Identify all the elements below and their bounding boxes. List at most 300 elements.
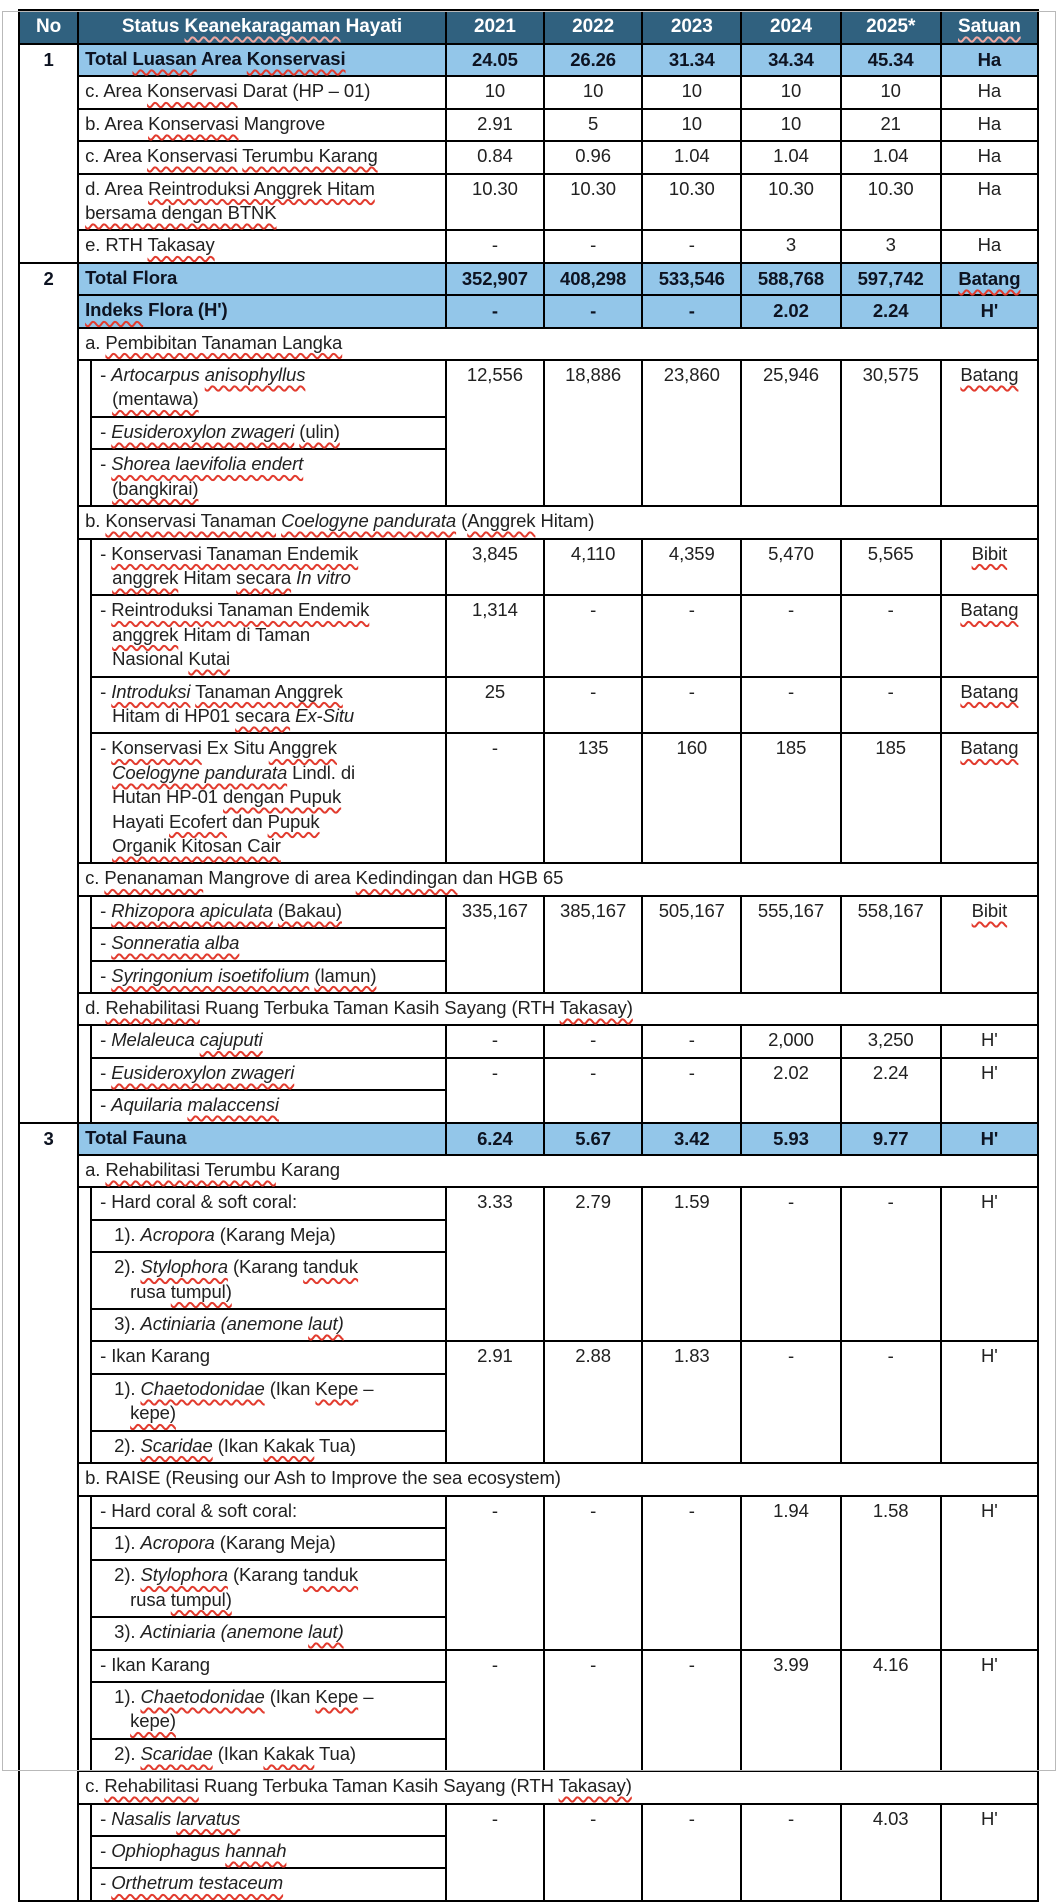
text-segment: 2021 <box>473 16 516 37</box>
col-header-year-2021 <box>446 10 544 44</box>
value-cell-2024: 2,000 <box>741 1025 840 1057</box>
text-segment: - <box>100 420 112 442</box>
value-cell-2025: - <box>841 1187 941 1341</box>
text-segment: 1). <box>114 1685 141 1707</box>
misspelled-text-segment: Anggrek <box>268 737 337 759</box>
value-cell-2025: 3 <box>841 230 941 262</box>
misspelled-text-segment: tanduk <box>303 1256 359 1278</box>
label-cell <box>78 44 446 76</box>
value-cell-2023: 505,167 <box>642 896 741 993</box>
label-cell <box>91 1650 446 1682</box>
text-segment: a. <box>85 1159 106 1181</box>
text-segment: Hitam) <box>535 510 595 532</box>
value-cell-2022: 5.67 <box>544 1123 642 1155</box>
unit-cell <box>941 76 1038 108</box>
misspelled-text-segment: Konservasi <box>246 48 346 69</box>
unit-cell <box>941 44 1038 76</box>
value-cell-2021: 3,845 <box>446 539 544 596</box>
value-cell-2021: 12,556 <box>446 360 544 506</box>
misspelled-text-segment: anggrek <box>112 566 179 588</box>
text-segment: - <box>100 1839 112 1861</box>
value-cell-2025: 4.16 <box>841 1650 941 1772</box>
text-segment: Ha <box>977 234 1002 256</box>
misspelled-text-segment: (bangkirai) <box>112 477 199 499</box>
label-cell <box>91 961 446 993</box>
value-cell-2024: 10.30 <box>741 174 840 231</box>
value-cell-2025: 2.24 <box>841 295 941 327</box>
misspelled-text-segment: Konservasi <box>147 80 238 102</box>
value-cell-2021: - <box>446 1804 544 1901</box>
value-cell-2023: - <box>642 1058 741 1123</box>
misspelled-text-segment: Pupuk <box>267 810 320 832</box>
misspelled-text-segment: Chaetodonidae <box>140 1377 265 1399</box>
value-cell-2022: 2.79 <box>544 1187 642 1341</box>
misspelled-text-segment: (mentawa) <box>112 388 199 410</box>
unit-cell <box>941 174 1038 231</box>
misspelled-text-segment: Takasay) <box>559 997 633 1018</box>
table-row-item <box>19 76 1038 108</box>
text-segment: (Karang Meja) <box>214 1531 336 1553</box>
misspelled-text-segment: Reintroduksi Tanaman Endemik <box>111 599 370 621</box>
unit-cell <box>941 896 1038 993</box>
misspelled-text-segment: anisophyllus <box>204 364 306 386</box>
value-cell-2023: 10 <box>642 76 741 108</box>
value-cell-2021: 3.33 <box>446 1187 544 1341</box>
label-cell <box>91 1804 446 1836</box>
text-segment: Actiniaria (anemone <box>140 1313 309 1335</box>
text-segment: ( <box>456 510 468 532</box>
col-header-satuan <box>941 10 1038 44</box>
text-segment: (Ikan <box>212 1742 264 1764</box>
misspelled-text-segment: Stylophora <box>140 1564 228 1586</box>
header-row <box>19 10 1038 44</box>
misspelled-text-segment: larvatus <box>176 1807 241 1829</box>
misspelled-text-segment: bersama dengan BTNK <box>85 202 277 224</box>
text-segment: Flora (H') <box>143 299 228 321</box>
unit-cell <box>941 141 1038 173</box>
value-cell-2024: 34.34 <box>741 44 840 76</box>
text-segment: H' <box>981 1653 998 1675</box>
text-segment: c. Area <box>85 145 148 167</box>
col-header-status <box>78 10 446 44</box>
misspelled-text-segment: Konservasi Tanaman Endemik <box>111 542 359 564</box>
label-cell <box>78 230 446 262</box>
value-cell-2021: 25 <box>446 677 544 734</box>
value-cell-2025: 185 <box>841 733 941 863</box>
misspelled-text-segment: Scaridae <box>140 1742 213 1764</box>
label-cell <box>91 360 446 417</box>
value-cell-2023: 3.42 <box>642 1123 741 1155</box>
misspelled-text-segment: Stylophora <box>140 1256 228 1278</box>
misspelled-text-segment: Luasan <box>132 48 197 69</box>
value-cell-2021: 335,167 <box>446 896 544 993</box>
misspelled-text-segment: tumpul) <box>170 1588 232 1610</box>
value-cell-2023: 10 <box>642 109 741 141</box>
value-cell-2022: 5 <box>544 109 642 141</box>
unit-cell <box>941 677 1038 734</box>
text-segment: Hayati <box>112 810 170 832</box>
text-segment: - <box>100 1872 112 1894</box>
misspelled-text-segment: laut) <box>308 1621 344 1643</box>
text-segment: H' <box>980 300 999 322</box>
value-cell-2025: 558,167 <box>841 896 941 993</box>
misspelled-text-segment: Kakak <box>263 1434 315 1456</box>
misspelled-text-segment: Kakak <box>263 1742 315 1764</box>
table-row-total <box>19 295 1038 327</box>
value-cell-2025: 1.04 <box>841 141 941 173</box>
text-segment: - <box>100 542 112 564</box>
table-row-total <box>19 1123 1038 1155</box>
value-cell-2021: - <box>446 1650 544 1772</box>
label-cell <box>78 993 1038 1025</box>
text-segment: H' <box>981 1345 998 1367</box>
text-segment: Tua) <box>314 1434 356 1456</box>
value-cell-2021: - <box>446 1058 544 1123</box>
unit-cell <box>941 295 1038 327</box>
unit-cell <box>941 1804 1038 1901</box>
text-segment: b. RAISE (Reusing our Ash to Improve the sea ecosystem) <box>85 1467 561 1489</box>
label-cell <box>91 677 446 734</box>
value-cell-2021: 0.84 <box>446 141 544 173</box>
label-cell <box>91 928 446 960</box>
text-segment: Ophiophagus <box>111 1839 226 1861</box>
text-segment: Hayati <box>340 16 403 37</box>
text-segment: Artocarpus <box>111 364 205 386</box>
text-segment: H' <box>981 1191 998 1213</box>
value-cell-2025: - <box>841 677 941 734</box>
label-cell <box>91 1868 446 1900</box>
text-segment: - <box>100 1807 112 1829</box>
label-cell <box>78 1155 1038 1187</box>
misspelled-text-segment: Indeks <box>85 299 144 321</box>
unit-cell <box>941 1187 1038 1341</box>
misspelled-text-segment: Kedindingan <box>355 867 458 889</box>
col-header-year-2025 <box>841 10 941 44</box>
text-segment: Aquilaria <box>111 1094 188 1116</box>
text-segment: b. <box>85 510 106 532</box>
value-cell-2023: - <box>642 1804 741 1901</box>
misspelled-text-segment: Anggrek <box>467 510 536 532</box>
value-cell-2022: 10.30 <box>544 174 642 231</box>
text-segment: - <box>100 599 112 621</box>
label-cell <box>78 109 446 141</box>
label-cell <box>91 1496 446 1528</box>
text-segment: - Ikan Karang <box>100 1345 210 1367</box>
label-cell <box>91 1431 446 1463</box>
value-cell-2024: 25,946 <box>741 360 840 506</box>
value-cell-2024: 555,167 <box>741 896 840 993</box>
unit-cell <box>941 1341 1038 1463</box>
text-segment: - Hard coral & soft coral: <box>100 1499 297 1521</box>
text-segment: Tua) <box>314 1742 356 1764</box>
misspelled-text-segment: Ecofert <box>169 810 227 832</box>
misspelled-text-segment: Coelogyne pandurata <box>281 510 457 532</box>
value-cell-2022: - <box>544 595 642 676</box>
misspelled-text-segment: hannah <box>225 1839 287 1861</box>
value-cell-2023: 31.34 <box>642 44 741 76</box>
text-segment: Total Fauna <box>85 1126 187 1148</box>
label-cell <box>91 1528 446 1560</box>
text-segment: No <box>35 16 62 37</box>
value-cell-2022: 385,167 <box>544 896 642 993</box>
table-row-item <box>19 230 1038 262</box>
text-segment: - <box>100 1061 112 1083</box>
value-cell-2025: 597,742 <box>841 263 941 295</box>
text-segment: - <box>100 964 112 986</box>
table-row-section <box>19 1463 1038 1495</box>
value-cell-2021: - <box>446 1496 544 1650</box>
text-segment: - <box>100 737 112 759</box>
table-row-sub <box>19 733 1038 863</box>
value-cell-2024: 1.94 <box>741 1496 840 1650</box>
misspelled-text-segment: secara <box>236 566 292 588</box>
misspelled-text-segment: Kepe <box>315 1377 359 1399</box>
value-cell-2022: - <box>544 677 642 734</box>
table-row-sub <box>19 1187 1038 1219</box>
table-row-item <box>19 141 1038 173</box>
text-segment: Hitam di HP01 <box>112 704 236 726</box>
text-segment: e. RTH <box>85 234 148 256</box>
value-cell-2024: - <box>741 677 840 734</box>
value-cell-2023: 4,359 <box>642 539 741 596</box>
misspelled-text-segment: Scaridae <box>140 1434 213 1456</box>
value-cell-2023: 1.83 <box>642 1341 741 1463</box>
misspelled-text-segment: Kepe <box>315 1685 359 1707</box>
text-segment: Total Flora <box>85 266 178 288</box>
label-cell <box>91 1374 446 1431</box>
text-segment: Ex-Situ <box>295 704 355 726</box>
text-segment: - Hard coral & soft coral: <box>100 1191 297 1213</box>
text-segment: 2). <box>114 1564 141 1586</box>
text-segment: 2). <box>114 1434 141 1456</box>
gutter-cell <box>78 1496 91 1772</box>
value-cell-2022: 408,298 <box>544 263 642 295</box>
value-cell-2023: - <box>642 230 741 262</box>
misspelled-text-segment: Takasay) <box>558 1775 632 1797</box>
text-segment: H' <box>981 1807 998 1829</box>
label-cell <box>91 1682 446 1739</box>
text-segment: H' <box>981 1061 998 1083</box>
value-cell-2024: 3 <box>741 230 840 262</box>
value-cell-2024: - <box>741 1341 840 1463</box>
text-segment: a. <box>85 331 106 353</box>
label-cell <box>91 449 446 506</box>
label-cell <box>91 1739 446 1771</box>
unit-cell <box>941 733 1038 863</box>
label-cell <box>78 76 446 108</box>
text-segment: Status <box>121 16 185 37</box>
misspelled-text-segment: Pembibitan Tanaman Langka <box>105 331 343 353</box>
misspelled-text-segment: Batang <box>960 680 1019 702</box>
misspelled-text-segment: kepe) <box>130 1710 176 1732</box>
gutter-cell <box>78 896 91 993</box>
misspelled-text-segment: Konservasi <box>147 145 238 167</box>
label-cell <box>78 263 446 295</box>
col-header-year-2024 <box>741 10 840 44</box>
value-cell-2022: 135 <box>544 733 642 863</box>
text-segment: d. Area <box>85 177 149 199</box>
misspelled-text-segment: Batang <box>960 599 1019 621</box>
table-row-item <box>19 174 1038 231</box>
misspelled-text-segment: Sonneratia alba <box>111 932 240 954</box>
misspelled-text-segment: Batang <box>958 267 1021 289</box>
value-cell-2022: - <box>544 1804 642 1901</box>
table-row-sub <box>19 1650 1038 1682</box>
row-number-cell: 3 <box>19 1123 78 1901</box>
table-row-sub <box>19 1058 1038 1090</box>
value-cell-2025: 3,250 <box>841 1025 941 1057</box>
text-segment: (Ikan <box>264 1377 316 1399</box>
misspelled-text-segment: Rehabilitasi Terumbu <box>105 1159 276 1181</box>
misspelled-text-segment: Eusideroxylon zwageri <box>111 1061 295 1083</box>
value-cell-2022: - <box>544 1650 642 1772</box>
value-cell-2023: 1.04 <box>642 141 741 173</box>
misspelled-text-segment: Rehabilitasi <box>104 1775 199 1797</box>
value-cell-2023: 10.30 <box>642 174 741 231</box>
misspelled-text-segment: (lamun) <box>314 964 377 986</box>
label-cell <box>91 1836 446 1868</box>
label-cell <box>78 1463 1038 1495</box>
value-cell-2023: 1.59 <box>642 1187 741 1341</box>
gutter-cell <box>78 539 91 864</box>
row-number-cell: 1 <box>19 44 78 263</box>
label-cell <box>78 328 1038 360</box>
value-cell-2025: 1.58 <box>841 1496 941 1650</box>
label-cell <box>91 1187 446 1219</box>
value-cell-2022: 10 <box>544 76 642 108</box>
table-row-sub <box>19 1496 1038 1528</box>
value-cell-2021: 2.91 <box>446 1341 544 1463</box>
misspelled-text-segment: Coelogyne pandurata <box>112 761 288 783</box>
misspelled-text-segment: malaccensi <box>187 1094 279 1116</box>
text-segment: Melaleuca <box>111 1029 200 1051</box>
value-cell-2025: 21 <box>841 109 941 141</box>
table-row-section <box>19 1771 1038 1803</box>
label-cell <box>91 417 446 449</box>
value-cell-2023: - <box>642 1496 741 1650</box>
misspelled-text-segment: cajuputi <box>199 1029 263 1051</box>
unit-cell <box>941 109 1038 141</box>
text-segment: Nasional <box>112 648 189 670</box>
gutter-cell <box>78 360 91 506</box>
col-header-year-2023 <box>642 10 741 44</box>
value-cell-2023: - <box>642 295 741 327</box>
unit-cell <box>941 1058 1038 1123</box>
value-cell-2025: 10 <box>841 76 941 108</box>
misspelled-text-segment: Eusideroxylon zwageri <box>111 420 295 442</box>
label-cell <box>91 1252 446 1309</box>
misspelled-text-segment: Keanekaragaman <box>184 16 341 37</box>
value-cell-2024: - <box>741 1804 840 1901</box>
misspelled-text-segment: Rhizopora apiculata <box>111 899 273 921</box>
value-cell-2024: 2.02 <box>741 1058 840 1123</box>
misspelled-text-segment: (Bakau) <box>277 899 342 921</box>
value-cell-2023: - <box>642 595 741 676</box>
value-cell-2021: 352,907 <box>446 263 544 295</box>
misspelled-text-segment: tanduk <box>303 1564 359 1586</box>
table-row-total <box>19 263 1038 295</box>
misspelled-text-segment: Kutai <box>188 648 231 670</box>
text-segment: Ha <box>977 177 1002 199</box>
text-segment: (Karang <box>227 1564 304 1586</box>
table-row-section <box>19 863 1038 895</box>
text-segment: Ha <box>977 145 1002 167</box>
misspelled-text-segment: Batang <box>960 737 1019 759</box>
value-cell-2023: - <box>642 1025 741 1057</box>
misspelled-text-segment: (ulin) <box>299 420 340 442</box>
value-cell-2022: - <box>544 1025 642 1057</box>
table-row-section <box>19 1155 1038 1187</box>
table-row-total <box>19 44 1038 76</box>
unit-cell <box>941 230 1038 262</box>
text-segment: 2). <box>114 1742 141 1764</box>
table-row-sub <box>19 539 1038 596</box>
unit-cell <box>941 263 1038 295</box>
value-cell-2025: 5,565 <box>841 539 941 596</box>
gutter-cell <box>78 1804 91 1901</box>
text-segment: - <box>100 680 112 702</box>
text-segment: Ha <box>977 49 1002 70</box>
text-segment: 2023 <box>670 16 713 37</box>
col-header-no <box>19 10 78 44</box>
text-segment: - <box>100 1029 112 1051</box>
text-segment: b. Area <box>85 112 149 134</box>
text-segment: Mangrove <box>238 112 326 134</box>
value-cell-2022: 18,886 <box>544 360 642 506</box>
text-segment: Ruang Terbuka Taman Kasih Sayang (RTH <box>198 1775 559 1797</box>
value-cell-2023: - <box>642 1650 741 1772</box>
value-cell-2022: 4,110 <box>544 539 642 596</box>
value-cell-2021: 24.05 <box>446 44 544 76</box>
misspelled-text-segment: Bibit <box>971 899 1008 921</box>
text-segment: Total <box>85 48 133 69</box>
value-cell-2024: 5,470 <box>741 539 840 596</box>
text-segment: (Ikan <box>212 1434 264 1456</box>
label-cell <box>78 174 446 231</box>
gutter-cell <box>78 1025 91 1122</box>
text-segment: Acropora <box>140 1531 215 1553</box>
row-number-cell: 2 <box>19 263 78 1123</box>
text-segment: Lindl. di <box>287 761 356 783</box>
text-segment: Ex Situ <box>201 737 269 759</box>
value-cell-2024: - <box>741 1187 840 1341</box>
table-row-sub <box>19 677 1038 734</box>
table-row-section <box>19 993 1038 1025</box>
text-segment: (Karang <box>227 1256 304 1278</box>
value-cell-2022: 26.26 <box>544 44 642 76</box>
misspelled-text-segment: secara <box>235 704 291 726</box>
misspelled-text-segment: Tanaman Anggrek <box>195 680 343 702</box>
label-cell <box>78 1123 446 1155</box>
label-cell <box>91 733 446 863</box>
text-segment: Darat (HP – 01) <box>237 80 371 102</box>
value-cell-2025: 9.77 <box>841 1123 941 1155</box>
value-cell-2025: - <box>841 1341 941 1463</box>
text-segment: Area <box>196 48 247 69</box>
value-cell-2022: 0.96 <box>544 141 642 173</box>
value-cell-2024: - <box>741 595 840 676</box>
text-segment: (Ikan <box>264 1685 316 1707</box>
text-segment: Hutan HP-01 <box>112 786 224 808</box>
misspelled-text-segment: Batang <box>960 364 1019 386</box>
misspelled-text-segment: anggrek <box>112 623 179 645</box>
misspelled-text-segment: Satuan <box>958 16 1021 37</box>
label-cell <box>91 1560 446 1617</box>
table-row-sub <box>19 595 1038 676</box>
table-row-sub <box>19 896 1038 928</box>
text-segment: - <box>100 364 112 386</box>
label-cell <box>91 1617 446 1649</box>
